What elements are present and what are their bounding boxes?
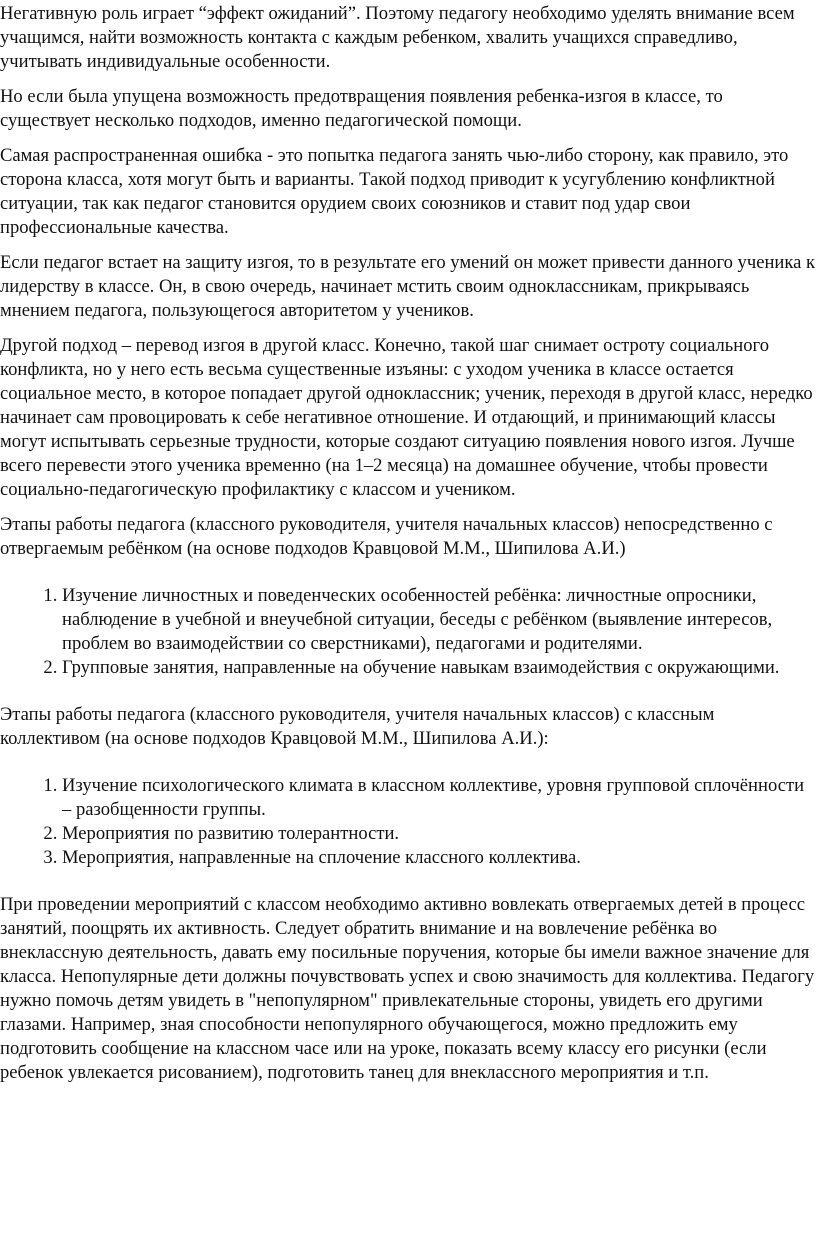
list-item: 3. Мероприятия, направленные на сплочение классного коллектива. bbox=[62, 846, 816, 870]
paragraph-expectation-effect: Негативную роль играет “эффект ожиданий”. Поэтому педагогу необходимо уделять внимание всем учащимся, найти возможность контакта с каждым ребенком, хвалить учащихся справедливо, учитывать индивидуальные особенности. bbox=[0, 3, 795, 72]
list-item: 2. Мероприятия по развитию толерантности. bbox=[62, 822, 816, 846]
paragraph-stages-with-class: Этапы работы педагога (классного руководителя, учителя начальных классов) с классным коллективом (на основе подходов Кравцовой М.М., Шипилова А.И.): bbox=[0, 704, 715, 749]
paragraph-missed-prevention: Но если была упущена возможность предотвращения появления ребенка-изгоя в классе, то существует несколько подходов, именно педагогической помощи. bbox=[0, 86, 723, 131]
list-item: 2. Групповые занятия, направленные на обучение навыкам взаимодействия с окружающими. bbox=[62, 656, 816, 680]
paragraph-class-transfer: Другой подход – перевод изгоя в другой класс. Конечно, такой шаг снимает остроту социального конфликта, но у него есть весьма существенные изъяны: с уходом ученика в классе остается социальное место, в которое попадает другой одноклассник; ученик, переходя в другой класс, нередко начинает сам провоцировать к себе негативное отношение. И отдающий, и принимающий классы могут испытывать серьезные трудности, которые создают ситуацию появления нового изгоя. Лучше всего перевести этого ученика временно (на 1–2 месяца) на домашнее обучение, чтобы провести социально-педагогическую профилактику с классом и учеником. bbox=[0, 335, 813, 500]
paragraph-involvement: При проведении мероприятий с классом необходимо активно вовлекать отвергаемых детей в процесс занятий, поощрять их активность. Следует обратить внимание и на вовлечение ребёнка во внеклассную деятельность, давать ему посильные поручения, которые бы имели важное значение для класса. Непопулярные дети должны почувствовать успех и свою значимость для коллектива. Педагогу нужно помочь детям увидеть в "непопулярном" привлекательные стороны, увидеть его другими глазами. Например, зная способности непопулярного обучающегося, можно предложить ему подготовить сообщение на классном часе или на уроке, показать всему классу его рисунки (если ребенок увлекается рисованием), подготовить танец для внеклассного мероприятия и т.п. bbox=[0, 894, 815, 1083]
list-stages-with-child bbox=[0, 584, 816, 680]
list-item: 1. Изучение личностных и поведенческих особенностей ребёнка: личностные опросники, наблюдение в учебной и внеучебной ситуации, беседы с ребёнком (выявление интересов, проблем во взаимодействии со сверстниками), педагогами и родителями. bbox=[62, 584, 816, 656]
list-item: 1. Изучение психологического климата в классном коллективе, уровня групповой сплочённости – разобщенности группы. bbox=[62, 774, 816, 822]
paragraph-stages-with-child: Этапы работы педагога (классного руководителя, учителя начальных классов) непосредственно с отвергаемым ребёнком (на основе подходов Кравцовой М.М., Шипилова А.И.) bbox=[0, 514, 773, 559]
paragraph-defending-outcast: Если педагог встает на защиту изгоя, то в результате его умений он может привести данного ученика к лидерству в классе. Он, в свою очередь, начинает мстить своим одноклассникам, прикрываясь мнением педагога, пользующегося авторитетом у учеников. bbox=[0, 252, 816, 321]
paragraph-common-mistake: Самая распространенная ошибка - это попытка педагога занять чью-либо сторону, как правило, это сторона класса, хотя могут быть и варианты. Такой подход приводит к усугублению конфликтной ситуации, так как педагог становится орудием своих союзников и ставит под удар свои профессиональные качества. bbox=[0, 145, 789, 238]
list-stages-with-class bbox=[0, 774, 816, 870]
